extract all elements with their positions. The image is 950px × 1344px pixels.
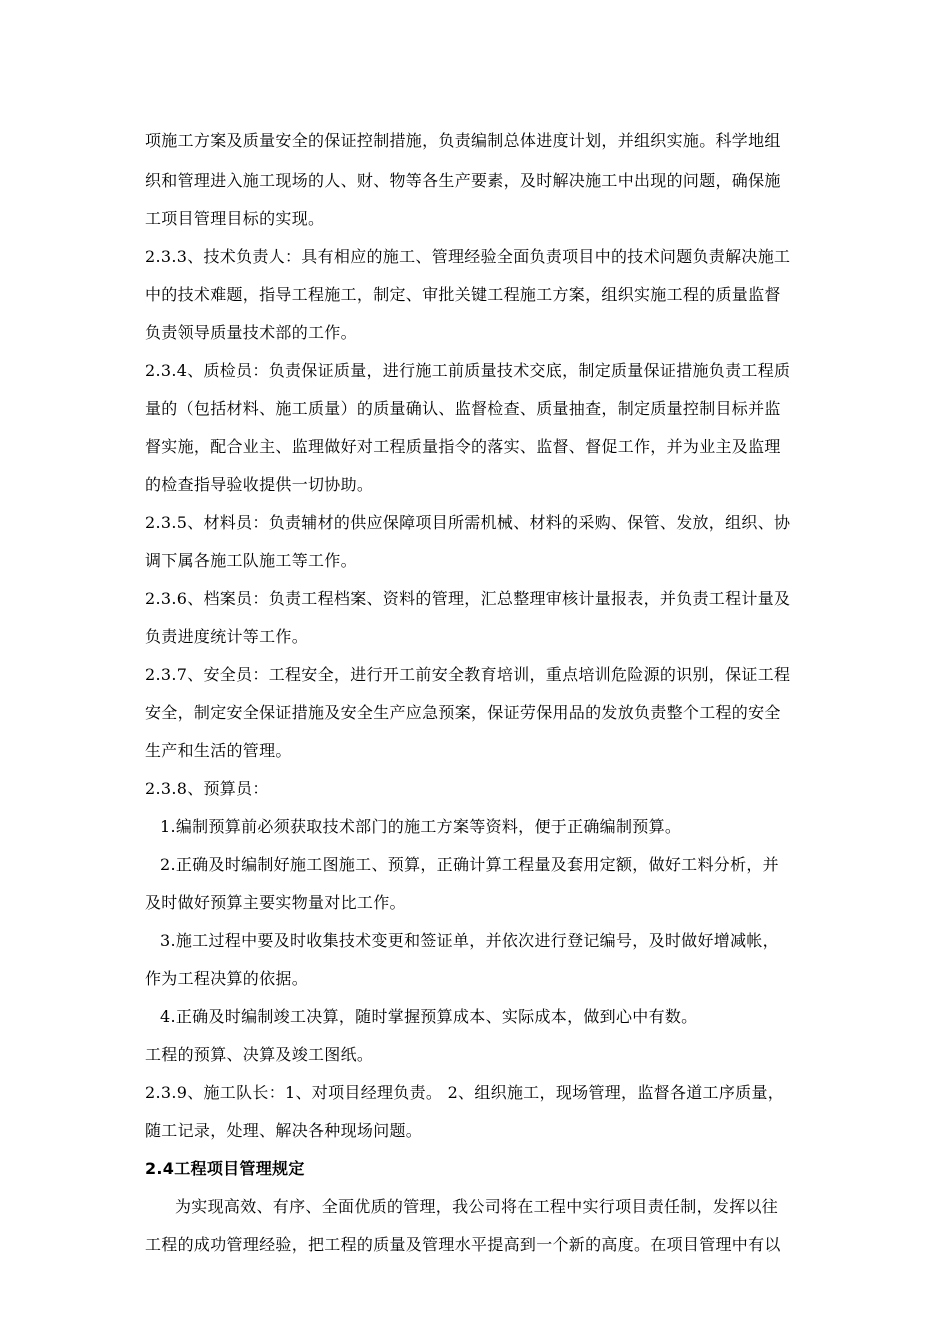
list-item: 3.施工过程中要及时收集技术变更和签证单，并依次进行登记编号，及时做好增减帐，	[160, 931, 779, 950]
paragraph-line: 为实现高效、有序、全面优质的管理，我公司将在工程中实行项目责任制，发挥以往	[175, 1197, 779, 1216]
paragraph-line: 生产和生活的管理。	[145, 741, 292, 760]
paragraph-line: 调下属各施工队施工等工作。	[145, 551, 357, 570]
section-2-3-9-line: 2.3.9、施工队长：1、对项目经理负责。 2、组织施工，现场管理，监督各道工序质量，	[145, 1083, 785, 1102]
paragraph-line: 织和管理进入施工现场的人、财、物等各生产要素，及时解决施工中出现的问题，确保施	[145, 171, 781, 190]
paragraph-line: 安全，制定安全保证措施及安全生产应急预案，保证劳保用品的发放负责整个工程的安全	[145, 703, 781, 722]
paragraph-line: 作为工程决算的依据。	[145, 969, 309, 988]
section-2-3-3-line: 2.3.3、技术负责人：具有相应的施工、管理经验全面负责项目中的技术问题负责解决施工	[145, 247, 791, 266]
paragraph-line: 督实施，配合业主、监理做好对工程质量指令的落实、监督、督促工作，并为业主及监理	[145, 437, 781, 456]
list-item: 4.正确及时编制竣工决算，随时掌握预算成本、实际成本，做到心中有数。	[160, 1007, 698, 1026]
paragraph-line: 量的（包括材料、施工质量）的质量确认、监督检查、质量抽查，制定质量控制目标并监	[145, 399, 781, 418]
section-2-3-7-line: 2.3.7、安全员：工程安全，进行开工前安全教育培训，重点培训危险源的识别，保证工程	[145, 665, 791, 684]
section-2-3-5-line: 2.3.5、材料员：负责辅材的供应保障项目所需机械、材料的采购、保管、发放，组织、协	[145, 513, 791, 532]
paragraph-line: 中的技术难题，指导工程施工，制定、审批关键工程施工方案，组织实施工程的质量监督	[145, 285, 781, 304]
paragraph-line: 及时做好预算主要实物量对比工作。	[145, 893, 406, 912]
list-item: 1.编制预算前必须获取技术部门的施工方案等资料，便于正确编制预算。	[160, 817, 682, 836]
section-2-3-8-line: 2.3.8、预算员：	[145, 779, 269, 798]
paragraph-line: 负责领导质量技术部的工作。	[145, 323, 357, 342]
section-heading: 2.4工程项目管理规定	[145, 1159, 305, 1178]
paragraph-line: 随工记录，处理、解决各种现场问题。	[145, 1121, 423, 1140]
paragraph-line: 的检查指导验收提供一切协助。	[145, 475, 374, 494]
section-2-3-4-line: 2.3.4、质检员：负责保证质量，进行施工前质量技术交底，制定质量保证措施负责工程质	[145, 361, 791, 380]
paragraph-line: 负责进度统计等工作。	[145, 627, 309, 646]
section-2-3-6-line: 2.3.6、档案员：负责工程档案、资料的管理，汇总整理审核计量报表，并负责工程计量及	[145, 589, 791, 608]
list-item: 2.正确及时编制好施工图施工、预算，正确计算工程量及套用定额，做好工料分析，并	[160, 855, 779, 874]
paragraph-line: 工程的成功管理经验，把工程的质量及管理水平提高到一个新的高度。在项目管理中有以	[145, 1235, 781, 1254]
paragraph-line: 工程的预算、决算及竣工图纸。	[145, 1045, 374, 1064]
paragraph-line: 工项目管理目标的实现。	[145, 209, 325, 228]
paragraph-line: 项施工方案及质量安全的保证控制措施，负责编制总体进度计划，并组织实施。科学地组	[145, 131, 781, 150]
